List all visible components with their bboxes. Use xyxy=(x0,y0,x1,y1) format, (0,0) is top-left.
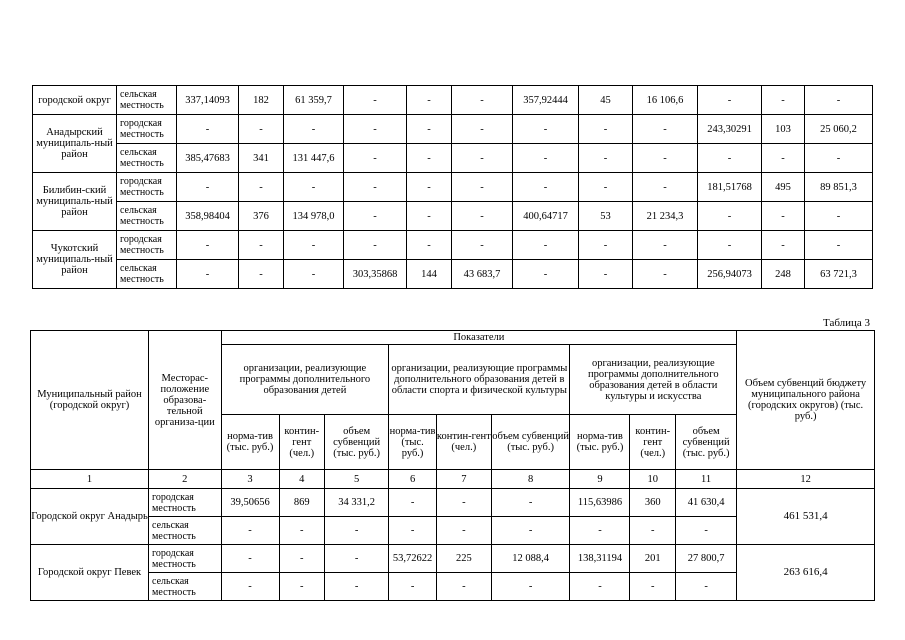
total-anadyr: 461 531,4 xyxy=(737,489,875,545)
value-cell: - xyxy=(239,260,284,289)
location-cell: сельская местность xyxy=(117,260,177,289)
value-cell: - xyxy=(452,144,513,173)
value-cell: 400,64717 xyxy=(513,202,579,231)
value-cell: - xyxy=(344,86,407,115)
value-cell: - xyxy=(452,86,513,115)
value-cell: - xyxy=(279,573,325,601)
column-number: 10 xyxy=(630,470,676,489)
table-row xyxy=(33,260,873,289)
value-cell: 61 359,7 xyxy=(284,86,344,115)
district-cell: городской округ xyxy=(33,86,117,115)
value-cell: 41 630,4 xyxy=(676,489,737,517)
value-cell: - xyxy=(805,144,873,173)
value-cell: 115,63986 xyxy=(570,489,630,517)
value-cell: - xyxy=(325,573,389,601)
value-cell: 138,31194 xyxy=(570,545,630,573)
table-row xyxy=(33,144,873,173)
value-cell: - xyxy=(177,173,239,202)
district-cell: Анадырский муниципаль-ный район xyxy=(33,115,117,173)
header-district: Муниципальный район (городской округ) xyxy=(31,331,149,470)
value-cell: - xyxy=(805,86,873,115)
table-row xyxy=(33,173,873,202)
header-norm: норма-тив (тыс. руб.) xyxy=(570,415,630,470)
value-cell: - xyxy=(279,517,325,545)
table-row xyxy=(33,231,873,260)
value-cell: 248 xyxy=(762,260,805,289)
value-cell: - xyxy=(177,260,239,289)
header-norm: норма-тив (тыс. руб.) xyxy=(389,415,437,470)
value-cell: - xyxy=(407,144,452,173)
location-cell: сельская местность xyxy=(149,517,221,545)
value-cell: - xyxy=(805,231,873,260)
value-cell: 385,47683 xyxy=(177,144,239,173)
value-cell: 63 721,3 xyxy=(805,260,873,289)
value-cell: 45 xyxy=(579,86,633,115)
value-cell: - xyxy=(513,260,579,289)
value-cell: - xyxy=(344,115,407,144)
value-cell: 43 683,7 xyxy=(452,260,513,289)
column-number: 4 xyxy=(279,470,325,489)
header-total: Объем субвенций бюджету муниципального района (городских округов) (тыс. руб.) xyxy=(737,331,875,470)
value-cell: - xyxy=(177,231,239,260)
location-cell: сельская местность xyxy=(149,573,221,601)
value-cell: 337,14093 xyxy=(177,86,239,115)
value-cell: - xyxy=(344,202,407,231)
value-cell: 495 xyxy=(762,173,805,202)
value-cell: - xyxy=(676,573,737,601)
value-cell: - xyxy=(513,115,579,144)
value-cell: 53 xyxy=(579,202,633,231)
value-cell: - xyxy=(239,231,284,260)
value-cell: - xyxy=(570,573,630,601)
value-cell: 182 xyxy=(239,86,284,115)
value-cell: 131 447,6 xyxy=(284,144,344,173)
value-cell: 134 978,0 xyxy=(284,202,344,231)
total-pevek: 263 616,4 xyxy=(737,545,875,601)
value-cell: - xyxy=(284,231,344,260)
value-cell: 144 xyxy=(407,260,452,289)
value-cell: - xyxy=(389,489,437,517)
table-row xyxy=(33,202,873,231)
column-number-row xyxy=(31,470,875,489)
column-number: 9 xyxy=(570,470,630,489)
location-cell: сельская местность xyxy=(117,86,177,115)
location-cell: городская местность xyxy=(117,173,177,202)
value-cell: - xyxy=(221,545,279,573)
value-cell: - xyxy=(698,86,762,115)
subvention-table xyxy=(30,330,875,601)
header-group-sport: организации, реализующие программы дополнительного образования детей в области спорта и физической культуры xyxy=(389,345,570,415)
value-cell: - xyxy=(344,173,407,202)
value-cell: 225 xyxy=(436,545,491,573)
value-cell: - xyxy=(407,173,452,202)
header-contingent: контин-гент (чел.) xyxy=(436,415,491,470)
value-cell: - xyxy=(389,517,437,545)
table-caption: Таблица 3 xyxy=(823,317,871,329)
table-row xyxy=(33,115,873,144)
value-cell: - xyxy=(633,231,698,260)
column-number: 12 xyxy=(737,470,875,489)
value-cell: - xyxy=(407,86,452,115)
value-cell: 34 331,2 xyxy=(325,489,389,517)
column-number: 11 xyxy=(676,470,737,489)
value-cell: - xyxy=(698,231,762,260)
location-cell: городская местность xyxy=(117,115,177,144)
column-number: 7 xyxy=(436,470,491,489)
value-cell: - xyxy=(452,231,513,260)
value-cell: - xyxy=(513,173,579,202)
header-group-children: организации, реализующие программы дополнительного образования детей xyxy=(221,345,389,415)
value-cell: 27 800,7 xyxy=(676,545,737,573)
header-volume: объем субвенций (тыс. руб.) xyxy=(676,415,737,470)
value-cell: 21 234,3 xyxy=(633,202,698,231)
value-cell: 256,94073 xyxy=(698,260,762,289)
value-cell: - xyxy=(579,115,633,144)
column-number: 8 xyxy=(491,470,570,489)
value-cell: - xyxy=(579,260,633,289)
value-cell: - xyxy=(239,115,284,144)
value-cell: 25 060,2 xyxy=(805,115,873,144)
value-cell: 376 xyxy=(239,202,284,231)
column-number: 2 xyxy=(149,470,221,489)
value-cell: - xyxy=(279,545,325,573)
value-cell: - xyxy=(325,545,389,573)
value-cell: 181,51768 xyxy=(698,173,762,202)
value-cell: - xyxy=(762,202,805,231)
value-cell: - xyxy=(762,144,805,173)
value-cell: - xyxy=(762,86,805,115)
value-cell: - xyxy=(633,260,698,289)
value-cell: - xyxy=(491,517,570,545)
header-norm: норма-тив (тыс. руб.) xyxy=(221,415,279,470)
value-cell: 869 xyxy=(279,489,325,517)
value-cell: - xyxy=(579,144,633,173)
value-cell: - xyxy=(239,173,284,202)
value-cell: 360 xyxy=(630,489,676,517)
value-cell: 89 851,3 xyxy=(805,173,873,202)
value-cell: - xyxy=(513,144,579,173)
header-contingent: контин-гент (чел.) xyxy=(630,415,676,470)
value-cell: - xyxy=(630,517,676,545)
value-cell: 39,50656 xyxy=(221,489,279,517)
value-cell: 16 106,6 xyxy=(633,86,698,115)
header-volume: объем субвенций (тыс. руб.) xyxy=(491,415,570,470)
header-volume: объем субвенций (тыс. руб.) xyxy=(325,415,389,470)
header-location: Месторас-положение образова-тельной организа-ции xyxy=(149,331,221,470)
value-cell: 103 xyxy=(762,115,805,144)
value-cell: - xyxy=(633,173,698,202)
value-cell: - xyxy=(805,202,873,231)
value-cell: - xyxy=(698,144,762,173)
district-cell: Билибин-ский муниципаль-ный район xyxy=(33,173,117,231)
value-cell: - xyxy=(221,517,279,545)
value-cell: - xyxy=(452,115,513,144)
value-cell: - xyxy=(513,231,579,260)
value-cell: - xyxy=(221,573,279,601)
value-cell: 357,92444 xyxy=(513,86,579,115)
column-number: 1 xyxy=(31,470,149,489)
table-row xyxy=(33,86,873,115)
header-indicators: Показатели xyxy=(221,331,737,345)
value-cell: - xyxy=(452,202,513,231)
value-cell: - xyxy=(579,173,633,202)
value-cell: - xyxy=(407,202,452,231)
value-cell: - xyxy=(698,202,762,231)
value-cell: 341 xyxy=(239,144,284,173)
district-anadyr: Городской округ Анадырь xyxy=(31,489,149,545)
value-cell: 303,35868 xyxy=(344,260,407,289)
location-cell: городская местность xyxy=(117,231,177,260)
value-cell: - xyxy=(284,173,344,202)
value-cell: 201 xyxy=(630,545,676,573)
column-number: 6 xyxy=(389,470,437,489)
value-cell: - xyxy=(325,517,389,545)
district-cell: Чукотский муниципаль-ный район xyxy=(33,231,117,289)
value-cell: - xyxy=(491,573,570,601)
header-contingent: контин-гент (чел.) xyxy=(279,415,325,470)
column-number: 3 xyxy=(221,470,279,489)
value-cell: - xyxy=(491,489,570,517)
value-cell: - xyxy=(570,517,630,545)
value-cell: - xyxy=(633,144,698,173)
value-cell: - xyxy=(436,573,491,601)
value-cell: - xyxy=(630,573,676,601)
value-cell: - xyxy=(177,115,239,144)
value-cell: - xyxy=(344,144,407,173)
value-cell: - xyxy=(389,573,437,601)
value-cell: - xyxy=(344,231,407,260)
location-cell: сельская местность xyxy=(117,202,177,231)
value-cell: - xyxy=(407,115,452,144)
value-cell: - xyxy=(284,260,344,289)
district-pevek: Городской округ Певек xyxy=(31,545,149,601)
header-group-culture: организации, реализующие программы дополнительного образования детей в области культуры и искусства xyxy=(570,345,737,415)
value-cell: - xyxy=(284,115,344,144)
value-cell: 12 088,4 xyxy=(491,545,570,573)
location-cell: сельская местность xyxy=(117,144,177,173)
value-cell: - xyxy=(452,173,513,202)
location-cell: городская местность xyxy=(149,545,221,573)
location-cell: городская местность xyxy=(149,489,221,517)
value-cell: - xyxy=(633,115,698,144)
value-cell: 53,72622 xyxy=(389,545,437,573)
value-cell: - xyxy=(762,231,805,260)
value-cell: - xyxy=(579,231,633,260)
value-cell: - xyxy=(436,489,491,517)
value-cell: 243,30291 xyxy=(698,115,762,144)
value-cell: - xyxy=(676,517,737,545)
column-number: 5 xyxy=(325,470,389,489)
value-cell: 358,98404 xyxy=(177,202,239,231)
value-cell: - xyxy=(407,231,452,260)
continuation-table xyxy=(32,85,873,289)
value-cell: - xyxy=(436,517,491,545)
